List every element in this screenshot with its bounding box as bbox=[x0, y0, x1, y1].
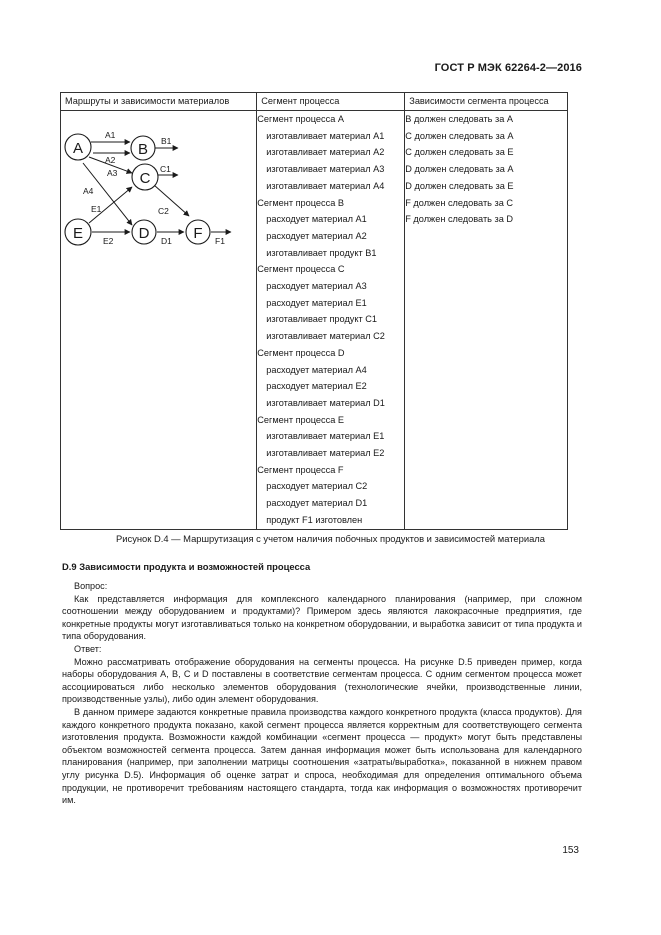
segment-material-row: изготавливает материал A2 bbox=[266, 147, 385, 158]
segment-material-row: расходует материал A4 bbox=[266, 364, 367, 375]
segments-list bbox=[257, 111, 404, 529]
segments-cell bbox=[257, 111, 405, 530]
paragraph-question-label: Вопрос: bbox=[74, 581, 108, 591]
col-header-routes: Маршруты и зависимости материалов bbox=[61, 93, 257, 111]
dependency-row: F должен следовать за D bbox=[405, 214, 514, 225]
edge-label-a1: A1 bbox=[105, 130, 116, 140]
edge-label-c1: C1 bbox=[160, 164, 171, 174]
segment-material-row: расходует материал A3 bbox=[266, 281, 367, 292]
segment-material-row: изготавливает материал A1 bbox=[266, 130, 385, 141]
edge-label-a4: A4 bbox=[83, 186, 94, 196]
paragraph-answer-1: Можно рассматривать отображение оборудования на сегменты процесса. На рисунке D.5 приведен пример, когда наборы оборудования A, B, C и D поставлены в соответствие сегментам процесса. С одним сегментом процесса может ассоциироваться либо несколько элементов оборудования (технологические ячейки, производственные линии, производственные узлы), либо один элемент оборудования. bbox=[62, 656, 582, 705]
diagram-cell bbox=[61, 111, 257, 530]
segment-title-row: Сегмент процесса D bbox=[257, 347, 345, 358]
node-label-c: C bbox=[139, 170, 151, 187]
segment-material-row: изготавливает материал E1 bbox=[266, 431, 385, 442]
segment-title-row: Сегмент процесса F bbox=[257, 464, 344, 475]
node-label-f: F bbox=[193, 225, 203, 242]
segment-material-row: продукт F1 изготовлен bbox=[266, 514, 363, 525]
dependency-row: B должен следовать за A bbox=[405, 114, 514, 124]
figure-caption: Рисунок D.4 — Маршрутизация с учетом наличия побочных продуктов и зависимостей материала bbox=[116, 533, 545, 544]
dependency-row: F должен следовать за C bbox=[405, 197, 514, 208]
node-label-b: B bbox=[137, 141, 149, 158]
segment-material-row: изготавливает материал C2 bbox=[266, 331, 385, 342]
segment-material-row: расходует материал E2 bbox=[266, 381, 367, 392]
node-label-d: D bbox=[138, 225, 150, 242]
paragraph-question: Как представляется информация для комплексного календарного планирования (например, при сложном соотношении между оборудованием и продуктами)? Примером здесь являются лакокрасочные предприятия, где конкретные продукты могут изготавливаться только на конкретном оборудовании, и выработка зависит от типа продукта и типа оборудования. bbox=[62, 593, 582, 642]
segment-material-row: изготавливает материал A4 bbox=[266, 180, 385, 191]
segment-material-row: изготавливает материал D1 bbox=[266, 397, 385, 408]
node-label-a: A bbox=[72, 140, 84, 157]
table-body-row bbox=[61, 111, 568, 530]
dependencies-cell bbox=[405, 111, 568, 530]
edge-label-d1: D1 bbox=[161, 236, 172, 246]
segment-title-row: Сегмент процесса E bbox=[257, 414, 345, 425]
page-number: 153 bbox=[562, 845, 579, 856]
routing-diagram bbox=[61, 111, 251, 251]
segment-material-row: расходует материал D1 bbox=[266, 498, 368, 509]
segment-material-row: расходует материал A2 bbox=[266, 230, 367, 241]
paragraph-answer-label: Ответ: bbox=[74, 643, 102, 654]
segment-material-row: расходует материал C2 bbox=[266, 481, 368, 492]
edge-label-a3: A3 bbox=[107, 168, 118, 178]
segment-material-row: изготавливает материал A3 bbox=[266, 164, 385, 175]
paragraph-answer-2: В данном примере задаются конкретные правила производства каждого конкретного продукта (класса продуктов). Для каждого конкретного продукта показано, какой сегмент процесса является корректным для соответствующего сегмента изготовления продукта. Возможности каждой комбинации «сегмент процесса — продукт» могут быть представлены объектом возможностей сегмента процесса. Затем данная информация может быть использована для календарного планирования (например, при заполнении матрицы соотношения «затраты/выработка», показанной в нижнем правом углу рисунка D.5). Информация об оценке затрат и спроса, необходимая для определения оптимального объема продукции, не противоречит требованиям настоящего стандарта, тогда как информация о возможностях противоречит им. bbox=[62, 706, 582, 806]
col-header-segment: Сегмент процесса bbox=[257, 93, 405, 111]
section-body bbox=[62, 580, 582, 807]
dependency-row: C должен следовать за A bbox=[405, 130, 514, 141]
col-header-dependencies: Зависимости сегмента процесса bbox=[405, 93, 568, 111]
edge-label-b1: B1 bbox=[161, 136, 172, 146]
node-label-e: E bbox=[72, 225, 84, 242]
section-title: D.9 Зависимости продукта и возможностей процесса bbox=[62, 561, 311, 572]
segment-title-row: Сегмент процесса C bbox=[257, 264, 345, 275]
edge-label-f1: F1 bbox=[215, 236, 225, 246]
edge-label-e2: E2 bbox=[103, 236, 114, 246]
segment-material-row: расходует материал E1 bbox=[266, 297, 367, 308]
dependency-row: C должен следовать за E bbox=[405, 147, 514, 158]
segment-material-row: изготавливает продукт C1 bbox=[266, 314, 378, 325]
edge-label-e1: E1 bbox=[91, 204, 102, 214]
document-header: ГОСТ Р МЭК 62264-2—2016 bbox=[434, 62, 582, 74]
segment-material-row: изготавливает материал E2 bbox=[266, 448, 385, 459]
segment-title-row: Сегмент процесса A bbox=[257, 114, 345, 124]
table-header-row bbox=[61, 93, 568, 111]
edge-label-c2: C2 bbox=[158, 206, 169, 216]
routing-table bbox=[60, 92, 568, 530]
dependencies-list bbox=[405, 111, 567, 228]
dependency-row: D должен следовать за A bbox=[405, 164, 514, 175]
segment-material-row: изготавливает продукт B1 bbox=[266, 247, 377, 258]
edge-label-a2: A2 bbox=[105, 155, 116, 165]
segment-title-row: Сегмент процесса B bbox=[257, 197, 345, 208]
segment-material-row: расходует материал A1 bbox=[266, 214, 367, 225]
dependency-row: D должен следовать за E bbox=[405, 180, 514, 191]
